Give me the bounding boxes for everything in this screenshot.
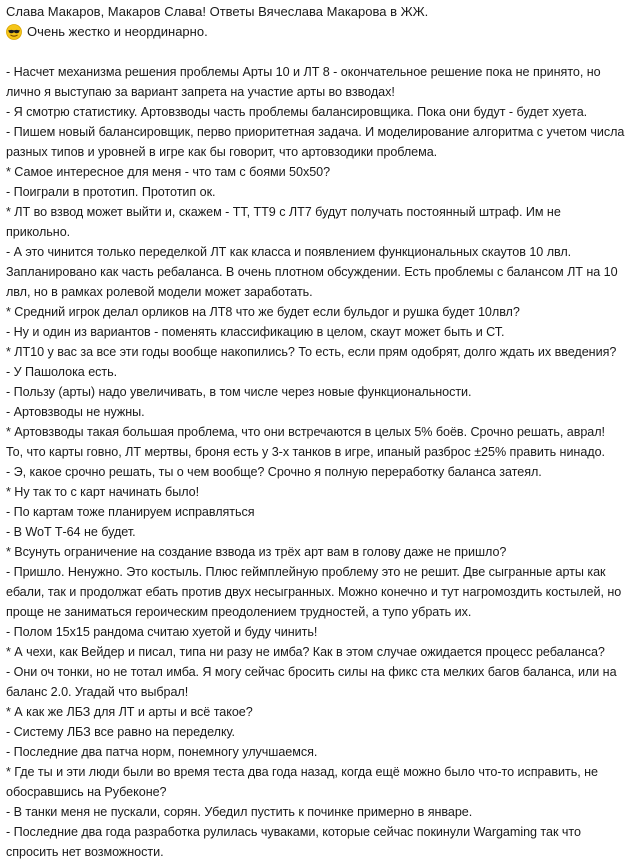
post-line: * Артовзводы такая большая проблема, что они встречаются в целых 5% боёв. Срочно решать, аврал! bbox=[6, 425, 605, 439]
post-line: * А как же ЛБЗ для ЛТ и арты и всё такое? bbox=[6, 705, 253, 719]
post-body bbox=[6, 62, 634, 862]
post-line: * Где ты и эти люди были во время теста два года назад, когда ещё можно было что-то исправить, не bbox=[6, 765, 598, 779]
post-line: - Пользу (арты) надо увеличивать, в том числе через новые функциональности. bbox=[6, 385, 472, 399]
post-line: - У Пашолока есть. bbox=[6, 365, 118, 379]
post-title: Слава Макаров, Макаров Слава! Ответы Вячеслава Макарова в ЖЖ. bbox=[6, 4, 429, 19]
post-line: - Поиграли в прототип. Прототип ок. bbox=[6, 185, 216, 199]
post-line: - А это чинится только переделкой ЛТ как класса и появлением функциональных скаутов 10 лвл. bbox=[6, 245, 572, 259]
post-line: * Средний игрок делал орликов на ЛТ8 что же будет если бульдог и рушка будет 10лвл? bbox=[6, 305, 520, 319]
post-line: - В WoT Т-64 не будет. bbox=[6, 525, 136, 539]
post-line: обосравшись на Рубеконе? bbox=[6, 785, 167, 799]
post-line: - В танки меня не пускали, сорян. Убедил пустить к починке примерно в январе. bbox=[6, 805, 473, 819]
post-line: - Пишем новый балансировщик, перво приоритетная задача. И моделирование алгоритма с учетом числа bbox=[6, 125, 625, 139]
post-line: прикольно. bbox=[6, 225, 71, 239]
blank-line bbox=[6, 42, 634, 62]
sunglasses-emoji-icon bbox=[6, 24, 22, 40]
post-line: - Последние два патча норм, понемногу улучшаемся. bbox=[6, 745, 318, 759]
post-line: - Они оч тонки, но не тотал имба. Я могу сейчас бросить силы на фикс ста мелких багов баланса, или на bbox=[6, 665, 617, 679]
post-line: - Артовзводы не нужны. bbox=[6, 405, 145, 419]
post-line: * Всунуть ограничение на создание взвода из трёх арт вам в голову даже не пришло? bbox=[6, 545, 507, 559]
post-line: * Ну так то с карт начинать было! bbox=[6, 485, 200, 499]
post-line: - Э, какое срочно решать, ты о чем вообще? Срочно я полную переработку баланса затеял. bbox=[6, 465, 542, 479]
post-line: проще не заниматься героическим преодолением трудностей, а тупо убрать их. bbox=[6, 605, 472, 619]
post-line: * ЛТ10 у вас за все эти годы вообще накопились? То есть, если прям одобрят, долго ждать их введения? bbox=[6, 345, 617, 359]
post-line: * Самое интересное для меня - что там с боями 50x50? bbox=[6, 165, 331, 179]
post-line: ебали, так и продолжат ебать против двух несыгранных. Можно конечно и тут нагромоздить костылей, но bbox=[6, 585, 622, 599]
post-line: - Я смотрю статистику. Артовзводы часть проблемы балансировщика. Пока они будут - будет хуета. bbox=[6, 105, 588, 119]
post-line: - Полом 15x15 рандома считаю хуетой и буду чинить! bbox=[6, 625, 318, 639]
post-line: разных типов и уровней в игре как бы говорит, что артовзодики проблема. bbox=[6, 145, 438, 159]
post-line: - По картам тоже планируем исправляться bbox=[6, 505, 255, 519]
post-line: лвл, но в рамках ролевой модели может заработать. bbox=[6, 285, 313, 299]
post-line: спросить нет возможности. bbox=[6, 845, 164, 859]
post-line: - Насчет механизма решения проблемы Арты 10 и ЛТ 8 - окончательное решение пока не принято, но bbox=[6, 65, 601, 79]
post-line: - Ну и один из вариантов - поменять классификацию в целом, скаут может быть и СТ. bbox=[6, 325, 505, 339]
post-line: Запланировано как часть ребаланса. В очень плотном обсуждении. Есть проблемы с балансом ЛТ на 10 bbox=[6, 265, 618, 279]
post-line: лично я выступаю за вариант запрета на участие арты во взводах! bbox=[6, 85, 395, 99]
post-subtitle-row bbox=[6, 22, 634, 42]
post-line: То, что карты говно, ЛТ мертвы, броня есть у 3-х танков в игре, ипаный разброс ±25% править нинадо. bbox=[6, 445, 605, 459]
post-line: * ЛТ во взвод может выйти и, скажем - ТТ, ТТ9 с ЛТ7 будут получать постоянный штраф. Им не bbox=[6, 205, 561, 219]
post-subtitle: Очень жестко и неординарно. bbox=[27, 24, 208, 39]
post-line: - Последние два года разработка рулилась чуваками, которые сейчас покинули Wargaming так что bbox=[6, 825, 581, 839]
post-line: баланс 2.0. Угадай что выбрал! bbox=[6, 685, 189, 699]
post-line: * А чехи, как Вейдер и писал, типа ни разу не имба? Как в этом случае ожидается процесс ребаланса? bbox=[6, 645, 605, 659]
post-line: - Пришло. Ненужно. Это костыль. Плюс геймплейную проблему это не решит. Две сыгранные арты как bbox=[6, 565, 606, 579]
post-line: - Систему ЛБЗ все равно на переделку. bbox=[6, 725, 235, 739]
